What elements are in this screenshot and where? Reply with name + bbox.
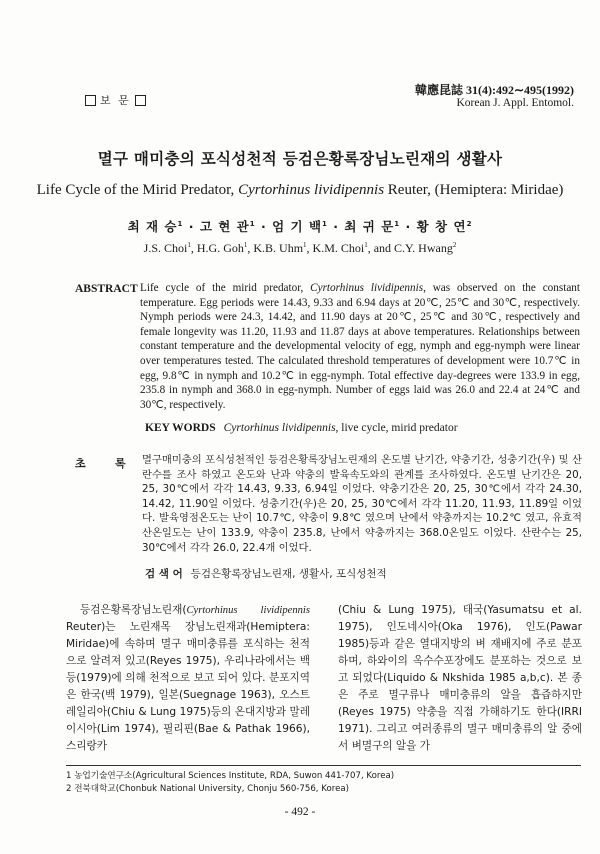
author-ko: 황 창 연$^2$	[416, 219, 473, 234]
footnote: 2 전북대학교(Chonbuk National University, Chonju 560-756, Korea)	[66, 784, 349, 794]
author-en: K.M. Choi$^1$	[312, 241, 368, 255]
english-title-suffix: Reuter, (Hemiptera: Miridae)	[384, 182, 564, 198]
footnote: 1 농업기술연구소(Agricultural Sciences Institute, RDA, Suwon 441-707, Korea)	[66, 771, 395, 781]
korean-keywords-text: 등검은황록장님노린재, 생활사, 포식성천적	[190, 568, 387, 580]
body-column-right: (Chiu & Lung 1975), 태국(Yasumatsu et al. 1975), 인도네시아(Oka 1976), 인도(Pawar 1985)등과 같은 열대지방의 벼 재배지에 주로 분포하며, 하와이의 옥수수포장에도 분포하는 것으로 보고 되었다(Liquido & Nkshida 1985 a,b,c). 본 종은 주로 멸구류나 매미충류의 알을 흡즙하지만(Reyes 1975) 약충을 직접 가해하기도 한다(IRRI 1971). 그리고 여러종류의 멸구 매미충류의 알 중에서 벼멸구의 알을 가	[338, 604, 582, 752]
author-ko: 고 현 관$^1$	[199, 219, 256, 234]
page-number: - 492 -	[284, 806, 316, 818]
keywords-rest: , live cycle, mirid predator	[335, 422, 458, 434]
abstract-body: Life cycle of the mirid predator, Cyrtorhinus lividipennis, was observed on the constant temperature. Egg periods were 14.43, 9.33 and 6.94 days at 20℃, 25℃ and 30℃, respectively. Nymph periods were 24.3, 14.42, and 11.90 days at 20℃, 25℃ and 30℃, respectively and female longevity was 11.20, 11.93 and 11.87 days at above temperatures. Relationships between constant temperature and the developmental velocity of egg, nymph and egg-nymph were linear over temperatures tested. The calculated threshold temperatures of development were 10.7℃ in egg, 9.8℃ in nymph and 10.2℃ in egg-nymph. Total effective day-degrees were 133.9 in egg, 235.8 in nymph and 368.0 in egg-nymph. Number of eggs laid was 26.0 and 22.4 at 24℃ and 30℃, respectively.	[140, 282, 580, 411]
keywords-label: KEY WORDS	[145, 422, 216, 434]
journal-name: Korean J. Appl. Entomol.	[456, 97, 574, 109]
footnotes	[66, 770, 394, 796]
english-title-species: Cyrtorhinus lividipennis	[238, 182, 385, 198]
author-ko: 최 재 승$^1$	[127, 219, 184, 234]
journal-citation	[415, 84, 574, 110]
keywords-species: Cyrtorhinus lividipennis	[223, 422, 336, 434]
korean-keywords	[145, 566, 387, 581]
checkbox-square-icon	[85, 95, 96, 106]
body-column-left: 등검은황록장님노린재(Cyrtorhinus lividipennis Reuter)는 노린재목 장님노린재과(Hemiptera: Miridae)에 속하며 멸구 매미충류를 포식하는 천적으로 알려져 있고(Reyes 1975), 우리나라에서는 백 등(1979)에 의해 천적으로 보고 되어 있다. 분포지역은 한국(백 1979), 일본(Suegnage 1963), 오스트레일리아(Chiu & Lung 1975)등의 온대지방과 말레이시아(Lim 1974), 필리핀(Bae & Pathak 1966), 스리랑카	[66, 604, 310, 752]
author-ko: 최 귀 문$^1$	[344, 219, 401, 234]
author-en: C.Y. Hwang$^2$	[394, 241, 457, 255]
author-en: H.G. Goh$^1$	[196, 241, 248, 255]
journal-volume: 韓應昆誌 31(4):492∼495(1992)	[414, 83, 574, 97]
authors-english: J.S. Choi$^1$, H.G. Goh$^1$, K.B. Uhm$^1$, K.M. Choi$^1$, and C.Y. Hwang$^2$	[143, 241, 457, 255]
abstract-heading: ABSTRACT	[75, 283, 138, 295]
authors-korean: 최 재 승$^1$ · 고 현 관$^1$ · 엄 기 백$^1$ · 최 귀 문$^1$ · 황 창 연$^2$	[127, 219, 473, 234]
keywords	[145, 422, 458, 434]
korean-summary-body: 멸구매미충의 포식성천적인 등검은황록장님노린재의 온도별 난기간, 약충기간, 성충기간(우) 및 산란수를 조사 하였고 온도와 난과 약충의 발육속도와의 관계를 조사하였다. 온도별 난기간은 20, 25, 30℃에서 각각 14.43, 9.33, 6.94일 이었다. 약충기간은 20, 25, 30℃에서 각각 24.30, 14.42, 11.90일 이었다. 성충기간(우)은 20, 25, 30℃에서 각각 11.20, 11.93, 11.89일 이었다. 발육영점온도는 난이 10.7℃, 약충이 9.8℃ 였으며 난에서 약충까지는 10.2℃ 였고, 유효적산온일도는 난이 133.9, 약충이 235.8, 난에서 약충까지는 368.0온일도 이었다. 산란수는 25, 30℃에서 각각 26.0, 22.4개 이었다.	[142, 454, 582, 554]
author-ko: 엄 기 백$^1$	[272, 219, 328, 234]
author-en: J.S. Choi$^1$	[143, 241, 191, 255]
author-en: K.B. Uhm$^1$	[253, 241, 307, 255]
article-type-label	[85, 92, 146, 108]
korean-summary-heading: 초 록	[75, 457, 126, 470]
english-title	[0, 182, 600, 199]
korean-keywords-label: 검 색 어	[145, 568, 183, 580]
korean-title: 멸구 매미충의 포식성천적 등검은황록장님노린재의 생활사	[97, 150, 503, 168]
checkbox-square-icon	[135, 95, 146, 106]
footnote-divider	[66, 765, 581, 766]
article-type-text: 보 문	[100, 94, 131, 107]
english-title-prefix: Life Cycle of the Mirid Predator,	[36, 182, 239, 198]
